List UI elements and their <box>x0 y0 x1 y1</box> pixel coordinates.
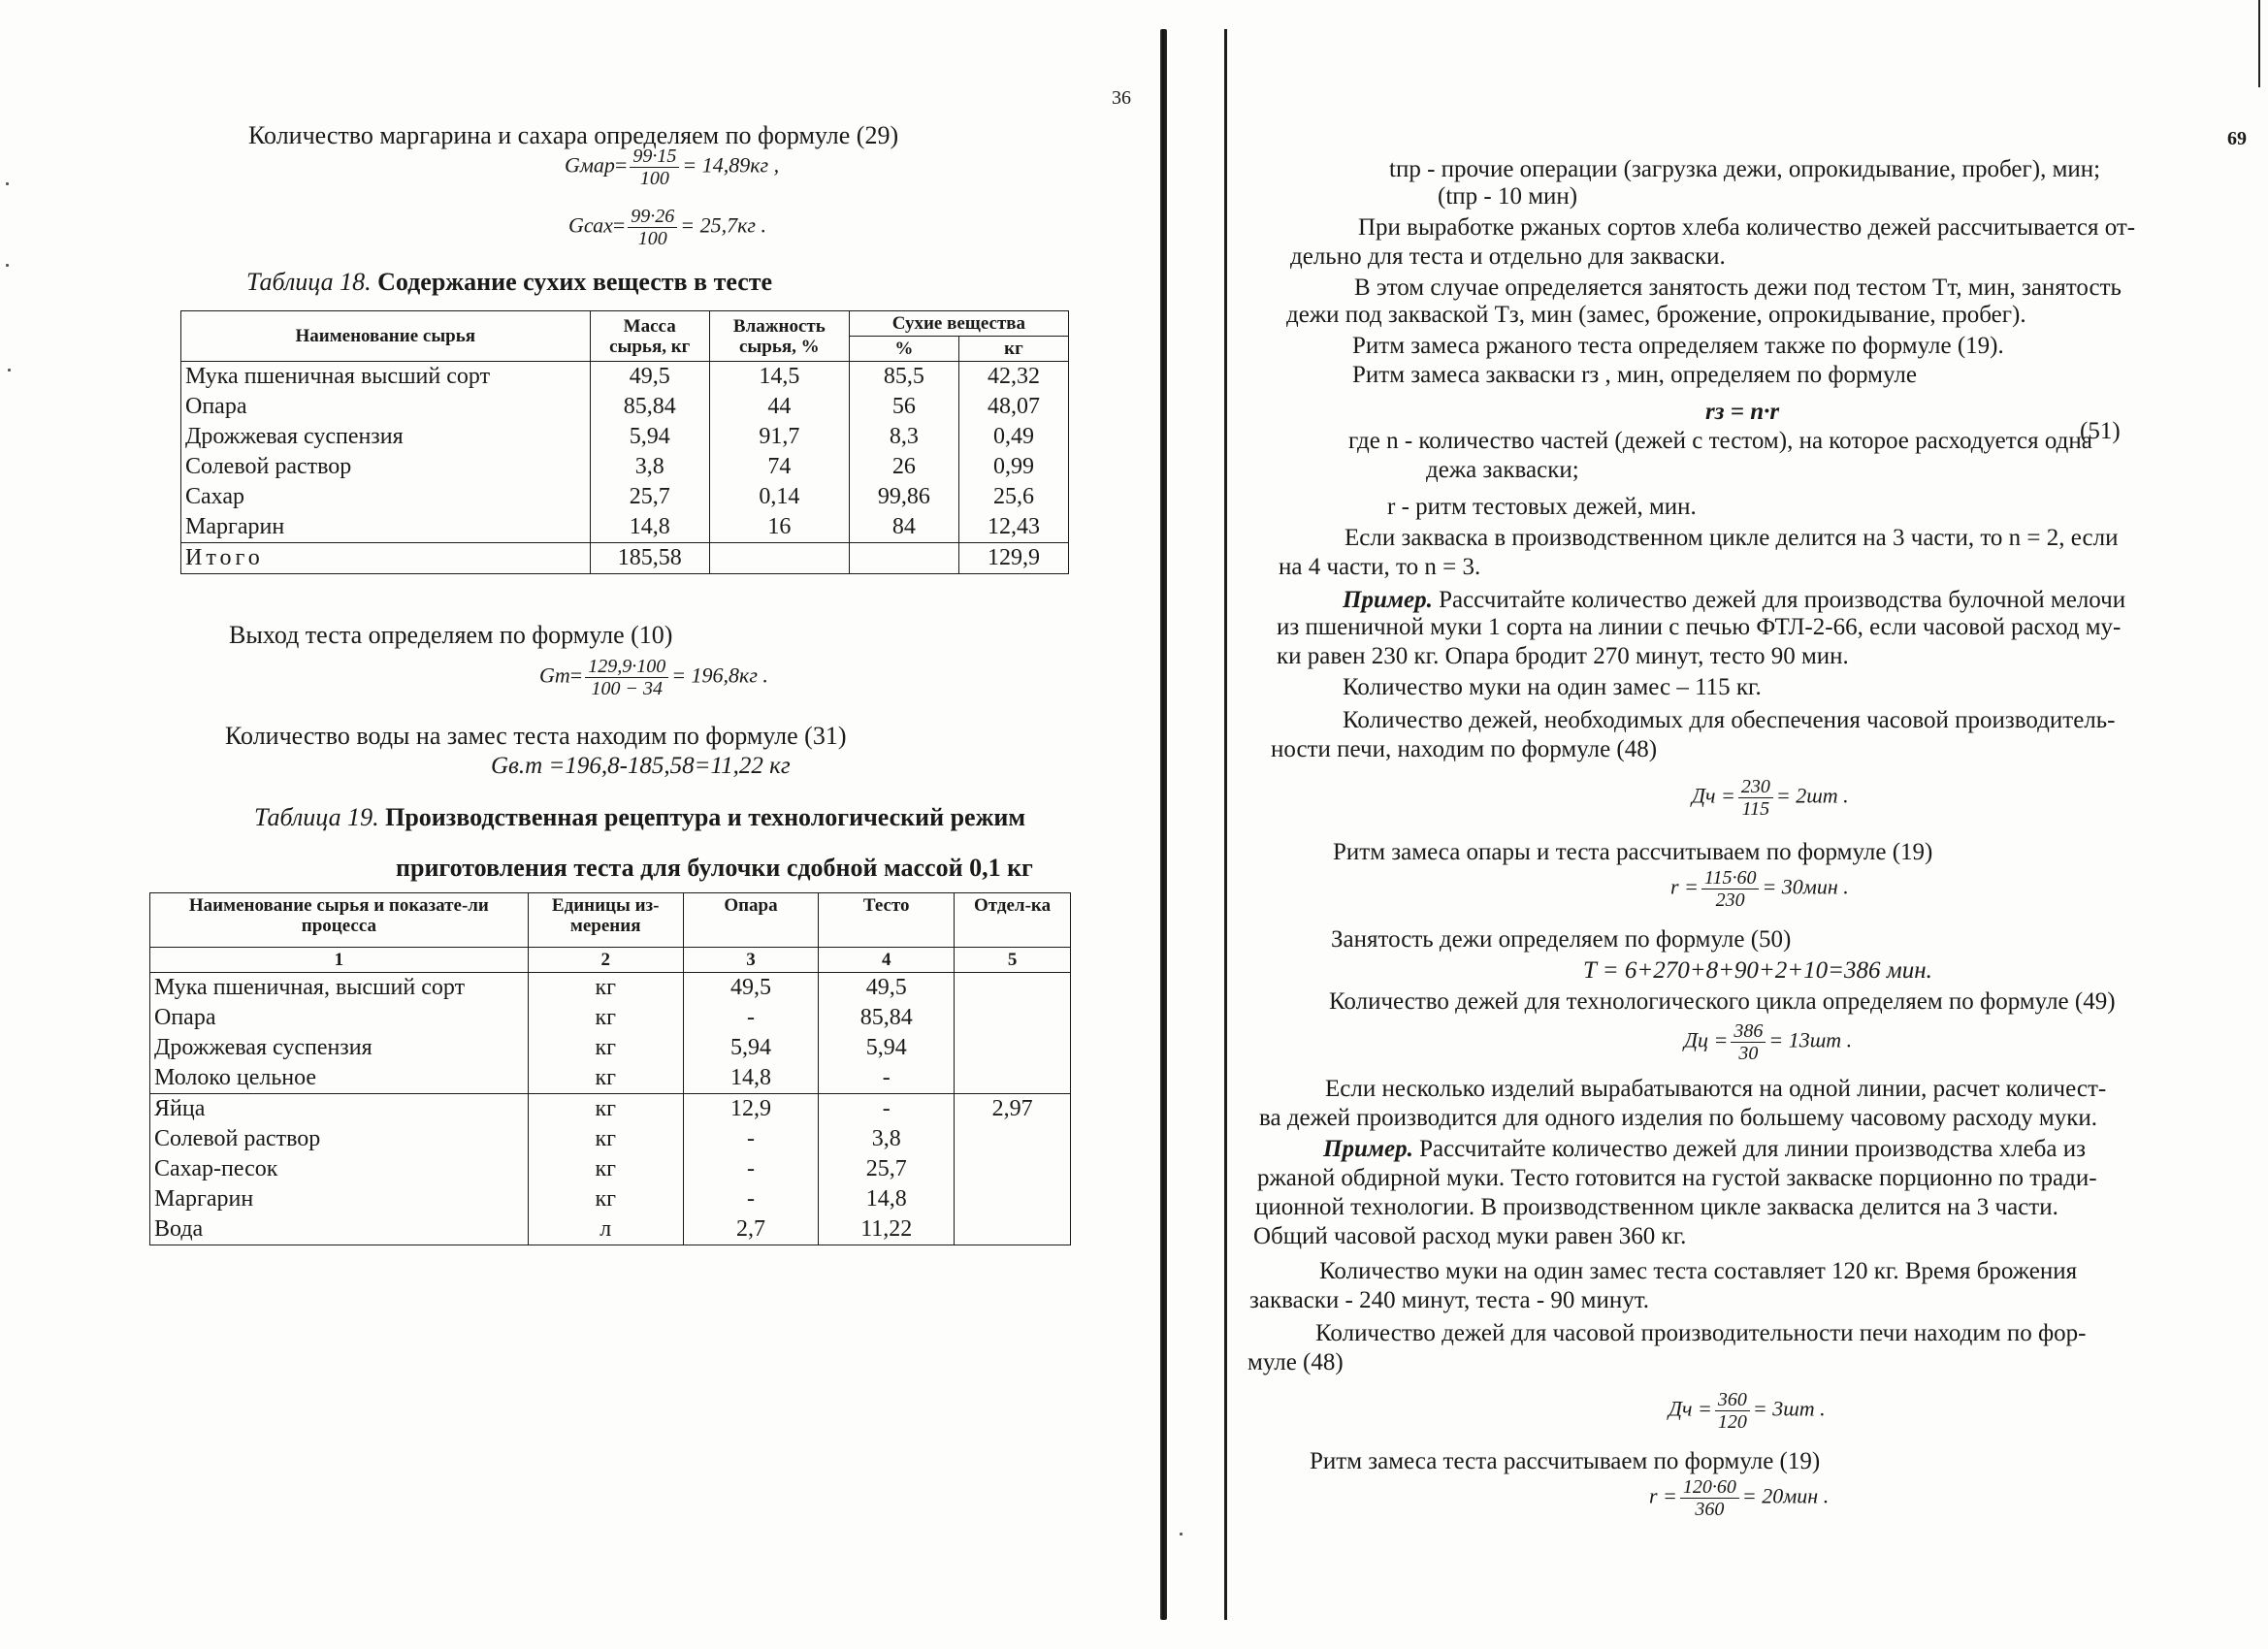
t19-g1-otdelka <box>955 973 1071 1094</box>
t18-header-dry: Сухие вещества <box>849 311 1068 337</box>
t19-colnum: 2 <box>528 948 683 973</box>
t19-colnum: 1 <box>150 948 529 973</box>
table-cell: кг <box>595 975 616 1000</box>
table-cell: кг <box>595 1186 616 1212</box>
table-cell: - <box>746 1186 755 1212</box>
text-line: ционной технологии. В производственном цикле закваска делится на 3 части. <box>1255 1194 2058 1220</box>
t19-g2-otdelka <box>955 1094 1071 1245</box>
t18-total-dry-kg: 129,9 <box>958 543 1068 574</box>
t19-header-otdelka: Отдел-ка <box>955 893 1071 948</box>
table-cell: Опара <box>185 394 247 419</box>
table-cell: кг <box>595 1156 616 1181</box>
water-formula: Gв.т =196,8-185,58=11,22 кг <box>491 753 791 779</box>
table-cell: 85,84 <box>623 394 676 419</box>
table-cell: Сахар <box>185 484 244 509</box>
scan-speck <box>8 369 11 372</box>
table-cell: 0,99 <box>992 454 1034 479</box>
table-cell: 8,3 <box>889 424 919 449</box>
text-line: дельно для теста и отдельно для закваски. <box>1290 243 1726 270</box>
t18-header-name: Наименование сырья <box>181 311 591 362</box>
text-line: Занятость дежи определяем по формуле (50) <box>1331 926 1792 953</box>
table-cell: 14,8 <box>865 1186 907 1212</box>
table-cell: Солевой раствор <box>185 454 352 479</box>
table-cell: 3,8 <box>871 1126 901 1151</box>
table-cell: 25,6 <box>992 484 1034 509</box>
table-cell: 14,5 <box>759 364 800 389</box>
t18-body <box>181 362 1069 543</box>
example-label: Пример. <box>1323 1136 1413 1162</box>
table-cell: 2,7 <box>735 1216 765 1242</box>
t18-header-mass: Масса сырья, кг <box>590 311 709 362</box>
text-line: Рассчитайте количество дежей для линии производства хлеба из <box>1419 1136 2086 1162</box>
text-line: При выработке ржаных сортов хлеба количество дежей рассчитывается от- <box>1358 214 2136 241</box>
table-cell: 91,7 <box>759 424 800 449</box>
left-page-number: 36 <box>1112 87 1131 109</box>
table-cell: кг <box>595 1005 616 1030</box>
text-line: Если закваска в производственном цикле делится на 3 части, то n = 2, если <box>1345 525 2119 551</box>
table-cell: 85,84 <box>859 1005 913 1030</box>
t18-header-dry-pct: % <box>849 337 958 362</box>
table-cell: 12,9 <box>729 1096 771 1121</box>
t18-names-col <box>181 362 591 543</box>
text-line: где n - количество частей (дежей с тестом), на которое расходуется одна <box>1348 428 2092 454</box>
t18-total-mass: 185,58 <box>590 543 709 574</box>
table-cell: кг <box>595 1035 616 1060</box>
text-line: Количество муки на один замес – 115 кг. <box>1343 674 1762 700</box>
table-cell: 16 <box>767 514 792 539</box>
table-cell: 99,86 <box>877 484 930 509</box>
example-line-1 <box>1343 586 2125 615</box>
t18-dry-pct-col <box>849 362 958 543</box>
table-cell: 26 <box>891 454 916 479</box>
formula-r2: r = $\frac{120\cdot 60}{360}$ = 20мин . <box>1649 1476 1830 1520</box>
right-page-number: 69 <box>2227 128 2247 149</box>
intro-line: Количество маргарина и сахара определяем по формуле (29) <box>248 121 899 149</box>
table-cell: Яйца <box>154 1096 206 1121</box>
t19-header-testo: Тесто <box>819 893 955 948</box>
formula-dc: Дц = $\frac{386}{30}$ = 13шт . <box>1684 1020 1853 1064</box>
table-cell: 11,22 <box>860 1216 913 1242</box>
text-line: ржаной обдирной муки. Тесто готовится на густой закваске порционно по тради- <box>1257 1165 2097 1191</box>
table-cell: Молоко цельное <box>154 1065 317 1090</box>
table-cell: Солевой раствор <box>154 1126 321 1151</box>
formula-margarine: Gмар= $\frac{99\cdot 15}{100}$ = 14,89кг , <box>565 146 780 189</box>
table-cell: Маргарин <box>185 514 285 539</box>
text-line: Количество дежей для технологического цикла определяем по формуле (49) <box>1329 988 2116 1015</box>
table19-caption-2: приготовления теста для булочки сдобной массой 0,1 кг <box>396 854 1033 882</box>
table-cell: - <box>882 1096 891 1121</box>
t19-g1-opara <box>683 973 819 1094</box>
text-line: дежа закваски; <box>1426 457 1579 483</box>
table-cell: 49,5 <box>865 975 907 1000</box>
text-line: Ритм замеса закваски rз , мин, определяем по формуле <box>1352 362 1917 388</box>
t18-mass-col <box>590 362 709 543</box>
table-cell: 14,8 <box>729 1065 771 1090</box>
page-edge-line <box>1224 29 1227 1620</box>
table-cell: Дрожжевая суспензия <box>154 1035 373 1060</box>
text-line: на 4 части, то n = 3. <box>1279 554 1481 580</box>
t19-g2-units <box>528 1094 683 1245</box>
table-cell: Сахар-песок <box>154 1156 278 1181</box>
table-cell: - <box>746 1005 755 1030</box>
table-cell: 84 <box>891 514 916 539</box>
text-line: дежи под закваской Тз, мин (замес, брожение, опрокидывание, пробег). <box>1286 302 2026 328</box>
table-cell: 42,32 <box>987 364 1040 389</box>
page-gutter-shadow <box>1160 29 1167 1620</box>
t19-g1-testo <box>819 973 955 1094</box>
formula-r1: r = $\frac{115\cdot 60}{230}$ = 30мин . <box>1670 867 1849 911</box>
formula-number: (51) <box>2080 418 2121 444</box>
table-cell: 25,7 <box>865 1156 907 1181</box>
table-cell: Дрожжевая суспензия <box>185 424 404 449</box>
table18 <box>180 310 1069 574</box>
text-line: Если несколько изделий вырабатываются на одной линии, расчет количест- <box>1325 1076 2107 1102</box>
t19-g2-testo <box>819 1094 955 1245</box>
text-line: Ритм замеса теста рассчитываем по формуле (19) <box>1310 1448 1821 1474</box>
table-cell: 49,5 <box>729 975 771 1000</box>
table-cell: 3,8 <box>634 454 664 479</box>
text-line: закваски - 240 минут, теста - 90 минут. <box>1249 1287 1650 1313</box>
t19-group2 <box>150 1094 1071 1245</box>
example-line-2 <box>1323 1135 2086 1164</box>
t19-g2-names <box>150 1094 529 1245</box>
formula-dch2: Дч = $\frac{360}{120}$ = 3шт . <box>1669 1389 1826 1433</box>
text-line: Количество дежей, необходимых для обеспечения часовой производитель- <box>1343 707 2116 733</box>
text-line: муле (48) <box>1247 1349 1344 1375</box>
example-label: Пример. <box>1343 587 1433 613</box>
text-line: Количество дежей для часовой производительности печи находим по фор- <box>1315 1320 2087 1346</box>
text-line: Ритм замеса ржаного теста определяем также по формуле (19). <box>1352 333 2004 359</box>
formula-T: T = 6+270+8+90+2+10=386 мин. <box>1583 957 1932 984</box>
table-cell: 5,94 <box>865 1035 907 1060</box>
text-line: r - ритм тестовых дежей, мин. <box>1387 494 1697 520</box>
table-cell: 0,14 <box>759 484 800 509</box>
t19-g1-units <box>528 973 683 1094</box>
text-line: Общий часовой расход муки равен 360 кг. <box>1253 1223 1687 1249</box>
table-cell: 56 <box>891 394 916 419</box>
text-line: ности печи, находим по формуле (48) <box>1271 736 1658 762</box>
table-cell: Опара <box>154 1005 216 1030</box>
scan-speck <box>6 264 9 267</box>
table-cell: 48,07 <box>987 394 1040 419</box>
t18-moisture-col <box>709 362 849 543</box>
t19-group1 <box>150 973 1071 1094</box>
t19-colnum: 4 <box>819 948 955 973</box>
t19-colnum: 3 <box>683 948 819 973</box>
t18-dry-kg-col <box>958 362 1068 543</box>
table-cell: кг <box>595 1126 616 1151</box>
t19-g2-opara <box>683 1094 819 1245</box>
table-cell: Мука пшеничная, высший сорт <box>154 975 466 1000</box>
t19-header-unit: Единицы из-мерения <box>528 893 683 948</box>
table-cell: кг <box>595 1096 616 1121</box>
table-cell: 0,49 <box>992 424 1034 449</box>
page-edge-right <box>2258 0 2260 87</box>
formula-dch1: Дч = $\frac{230}{115}$ = 2шт . <box>1692 776 1849 820</box>
text-line: tпр - прочие операции (загрузка дежи, опрокидывание, пробег), мин; <box>1389 156 2101 182</box>
table-cell: Мука пшеничная высший сорт <box>185 364 491 389</box>
scan-speck <box>1180 1533 1183 1536</box>
formula-r3: rз = n·r <box>1705 399 1780 425</box>
table-cell: кг <box>595 1065 616 1090</box>
table-cell: л <box>599 1216 612 1242</box>
formula-dough-yield: Gт= $\frac{129,9\cdot 100}{100 - 34}$ = 196,8кг . <box>539 656 768 699</box>
t19-header-name: Наименование сырья и показате-ли процесса <box>150 893 529 948</box>
table-cell: 74 <box>767 454 792 479</box>
t19-colnum: 5 <box>955 948 1071 973</box>
t18-header-moisture: Влажность сырья, % <box>709 311 849 362</box>
t18-total-label: Итого <box>181 543 591 574</box>
table-cell: 44 <box>767 394 792 419</box>
text-line: ки равен 230 кг. Опара бродит 270 минут, тесто 90 мин. <box>1277 643 1849 669</box>
t18-total-empty <box>849 543 958 574</box>
table19-caption-1: Таблица 19. Производственная рецептура и технологический режим <box>254 803 1026 831</box>
scan-speck <box>6 182 9 185</box>
table-cell: - <box>746 1156 755 1181</box>
table-cell: 2,97 <box>991 1096 1033 1121</box>
formula-sugar: Gсах= $\frac{99\cdot 26}{100}$ = 25,7кг . <box>568 206 767 249</box>
t19-header-opara: Опара <box>683 893 819 948</box>
text-line: Количество муки на один замес теста составляет 120 кг. Время брожения <box>1319 1258 2078 1284</box>
table-cell: 49,5 <box>629 364 670 389</box>
table-cell: 12,43 <box>987 514 1040 539</box>
table-cell: Маргарин <box>154 1186 254 1212</box>
text-line: ва дежей производится для одного изделия по большему часовому расходу муки. <box>1259 1105 2098 1131</box>
table18-caption: Таблица 18. Содержание сухих веществ в тесте <box>246 268 773 296</box>
table-cell: 5,94 <box>629 424 670 449</box>
text-line: Рассчитайте количество дежей для производства булочной мелочи <box>1439 587 2126 613</box>
table-cell: 85,5 <box>883 364 924 389</box>
table-cell: 14,8 <box>629 514 670 539</box>
table-cell: - <box>882 1065 891 1090</box>
text-line: (tпр - 10 мин) <box>1438 183 1578 210</box>
t18-total-empty <box>709 543 849 574</box>
t18-total-row <box>181 543 1069 574</box>
table-cell: 5,94 <box>729 1035 771 1060</box>
table-cell: 25,7 <box>629 484 670 509</box>
text-line: В этом случае определяется занятость дежи под тестом Тт, мин, занятость <box>1354 275 2122 301</box>
table-cell: - <box>746 1126 755 1151</box>
text-line: из пшеничной муки 1 сорта на линии с печью ФТЛ-2-66, если часовой расход му- <box>1277 614 2122 640</box>
table19 <box>149 892 1071 1245</box>
t19-g1-names <box>150 973 529 1094</box>
table-cell: Вода <box>154 1216 204 1242</box>
text-line: Ритм замеса опары и теста рассчитываем по формуле (19) <box>1333 839 1933 865</box>
t18-header-dry-kg: кг <box>958 337 1068 362</box>
yield-line: Выход теста определяем по формуле (10) <box>229 621 673 649</box>
water-line: Количество воды на замес теста находим по формуле (31) <box>225 722 847 750</box>
